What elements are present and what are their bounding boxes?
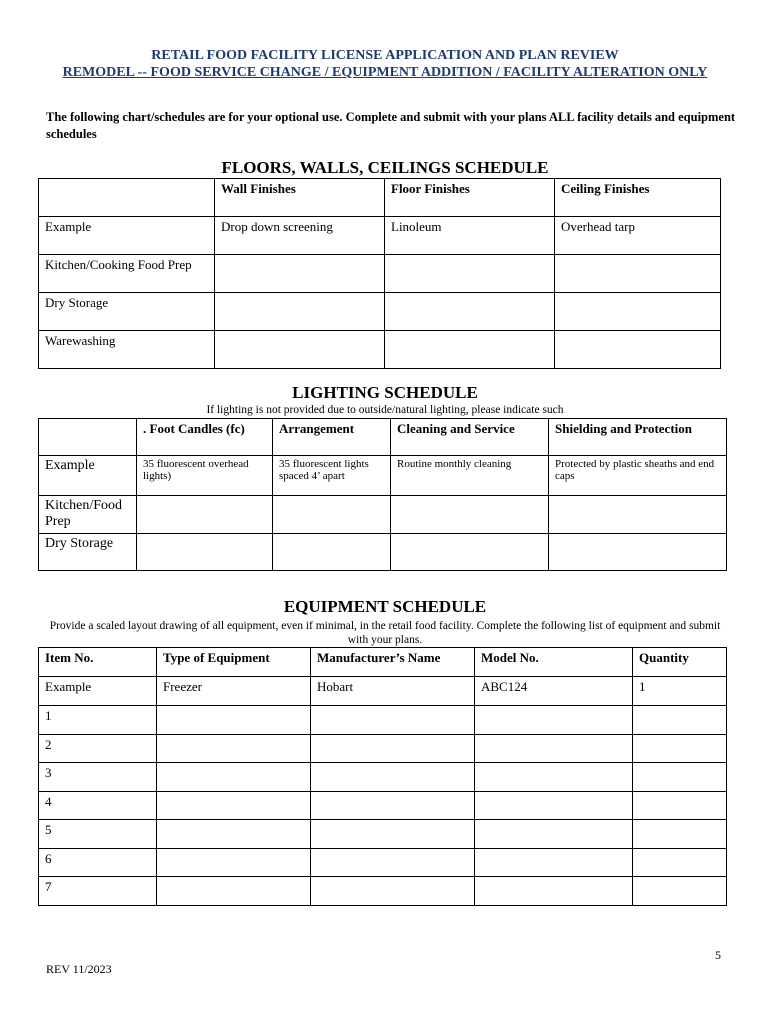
row-label: 7 — [39, 877, 157, 906]
table-row — [39, 735, 727, 763]
table-cell: Overhead tarp — [555, 217, 721, 255]
column-header: Model No. — [475, 648, 633, 677]
column-header: Ceiling Finishes — [555, 179, 721, 217]
table-cell[interactable] — [633, 792, 727, 820]
table-cell[interactable] — [475, 706, 633, 735]
intro-text: The following chart/schedules are for your optional use. Complete and submit with your plans ALL facility details and equipment schedules — [46, 110, 736, 141]
table-cell[interactable] — [157, 820, 311, 849]
header-row — [39, 648, 727, 677]
row-label: Dry Storage — [39, 293, 215, 331]
table-cell[interactable] — [311, 849, 475, 877]
table-row — [39, 293, 721, 331]
table-row — [39, 706, 727, 735]
table-cell[interactable] — [475, 735, 633, 763]
table-cell[interactable] — [475, 792, 633, 820]
table-cell[interactable] — [157, 706, 311, 735]
table-row — [39, 820, 727, 849]
table-cell[interactable] — [215, 331, 385, 369]
table-row — [39, 792, 727, 820]
table-row — [39, 255, 721, 293]
table-cell[interactable] — [311, 763, 475, 792]
floors-schedule-title: FLOORS, WALLS, CEILINGS SCHEDULE — [221, 158, 549, 177]
row-label: Kitchen/Food Prep — [39, 496, 137, 534]
column-header: Manufacturer’s Name — [311, 648, 475, 677]
table-cell[interactable] — [633, 735, 727, 763]
row-label: 3 — [39, 763, 157, 792]
table-cell: 35 fluorescent overhead lights) — [137, 456, 273, 496]
table-cell[interactable] — [385, 255, 555, 293]
table-cell[interactable] — [157, 792, 311, 820]
table-cell[interactable] — [311, 706, 475, 735]
lighting-schedule-title: LIGHTING SCHEDULE — [292, 383, 478, 402]
table-cell[interactable] — [633, 820, 727, 849]
table-cell: Hobart — [311, 677, 475, 706]
column-header: . Foot Candles (fc) — [137, 419, 273, 456]
row-label: 1 — [39, 706, 157, 735]
table-cell[interactable] — [137, 496, 273, 534]
table-cell: Routine monthly cleaning — [391, 456, 549, 496]
form-subtitle: REMODEL -- FOOD SERVICE CHANGE / EQUIPMENT ADDITION / FACILITY ALTERATION ONLY — [62, 65, 708, 80]
table-cell: ABC124 — [475, 677, 633, 706]
table-row — [39, 534, 727, 571]
header-row — [39, 419, 727, 456]
table-cell: Linoleum — [385, 217, 555, 255]
table-cell: 1 — [633, 677, 727, 706]
column-header: Cleaning and Service — [391, 419, 549, 456]
row-label: Example — [39, 677, 157, 706]
table-cell[interactable] — [475, 849, 633, 877]
table-row — [39, 877, 727, 906]
page-number: 5 — [715, 948, 721, 962]
row-label: 6 — [39, 849, 157, 877]
table-cell[interactable] — [273, 496, 391, 534]
table-cell[interactable] — [391, 496, 549, 534]
equipment-note: Provide a scaled layout drawing of all equipment, even if minimal, in the retail food facility. Complete the following list of equipment and submit with your plans. — [49, 620, 721, 646]
table-cell[interactable] — [311, 792, 475, 820]
column-header — [39, 419, 137, 456]
table-cell[interactable] — [157, 849, 311, 877]
table-cell[interactable] — [475, 820, 633, 849]
header-row — [39, 179, 721, 217]
equipment-schedule-table — [38, 647, 727, 906]
table-cell[interactable] — [633, 763, 727, 792]
equipment-schedule-title: EQUIPMENT SCHEDULE — [283, 597, 487, 616]
column-header — [39, 179, 215, 217]
table-cell[interactable] — [157, 763, 311, 792]
column-header: Quantity — [633, 648, 727, 677]
table-cell[interactable] — [215, 255, 385, 293]
table-cell[interactable] — [633, 706, 727, 735]
table-cell: 35 fluorescent lights spaced 4’ apart — [273, 456, 391, 496]
column-header: Shielding and Protection — [549, 419, 727, 456]
row-label: 4 — [39, 792, 157, 820]
table-cell[interactable] — [311, 735, 475, 763]
column-header: Wall Finishes — [215, 179, 385, 217]
table-cell[interactable] — [137, 534, 273, 571]
table-cell[interactable] — [385, 293, 555, 331]
table-cell[interactable] — [555, 293, 721, 331]
row-label: Kitchen/Cooking Food Prep — [39, 255, 215, 293]
row-label: Warewashing — [39, 331, 215, 369]
revision-label: REV 11/2023 — [46, 962, 112, 976]
floors-schedule-table — [38, 178, 721, 369]
table-cell[interactable] — [385, 331, 555, 369]
lighting-note: If lighting is not provided due to outside/natural lighting, please indicate such — [206, 404, 564, 416]
row-label: Dry Storage — [39, 534, 137, 571]
table-cell: Freezer — [157, 677, 311, 706]
table-row — [39, 677, 727, 706]
table-cell[interactable] — [215, 293, 385, 331]
table-row — [39, 217, 721, 255]
table-cell: Protected by plastic sheaths and end caps — [549, 456, 727, 496]
table-cell[interactable] — [273, 534, 391, 571]
table-cell[interactable] — [157, 877, 311, 906]
table-cell[interactable] — [549, 534, 727, 571]
table-row — [39, 456, 727, 496]
column-header: Type of Equipment — [157, 648, 311, 677]
form-title: RETAIL FOOD FACILITY LICENSE APPLICATION AND PLAN REVIEW — [151, 48, 619, 63]
row-label: 5 — [39, 820, 157, 849]
table-cell[interactable] — [311, 877, 475, 906]
row-label: 2 — [39, 735, 157, 763]
table-cell[interactable] — [311, 820, 475, 849]
row-label: Example — [39, 217, 215, 255]
table-row — [39, 763, 727, 792]
table-row — [39, 849, 727, 877]
table-cell[interactable] — [633, 877, 727, 906]
table-cell[interactable] — [555, 255, 721, 293]
table-cell[interactable] — [475, 763, 633, 792]
column-header: Arrangement — [273, 419, 391, 456]
table-cell: Drop down screening — [215, 217, 385, 255]
lighting-schedule-table — [38, 418, 727, 571]
table-cell[interactable] — [555, 331, 721, 369]
table-row — [39, 331, 721, 369]
column-header: Floor Finishes — [385, 179, 555, 217]
table-cell[interactable] — [549, 496, 727, 534]
table-cell[interactable] — [633, 849, 727, 877]
table-cell[interactable] — [391, 534, 549, 571]
column-header: Item No. — [39, 648, 157, 677]
row-label: Example — [39, 456, 137, 496]
table-cell[interactable] — [157, 735, 311, 763]
table-cell[interactable] — [475, 877, 633, 906]
table-row — [39, 496, 727, 534]
